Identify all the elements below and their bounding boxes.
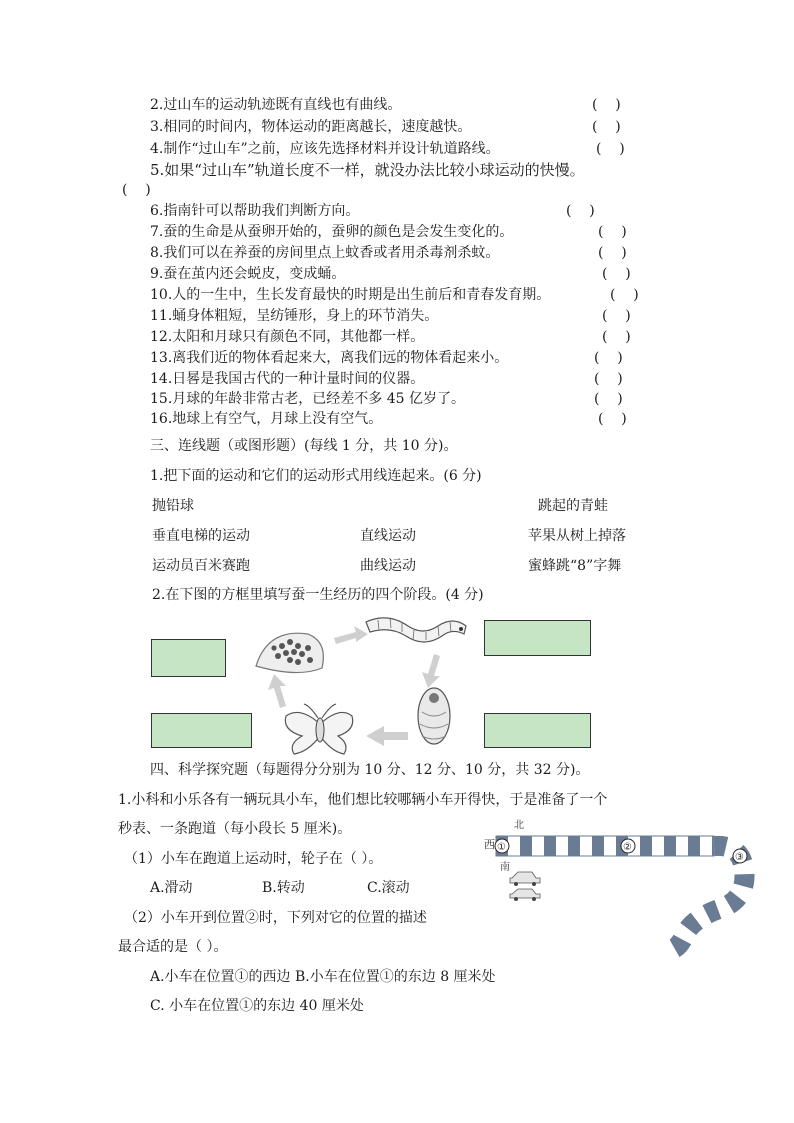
track-segment xyxy=(688,836,700,856)
track-segment xyxy=(640,836,652,856)
judgement-item: 3.相同的时间内，物体运动的距离越长，速度越快。 xyxy=(150,119,472,135)
marker-2 xyxy=(621,839,635,853)
answer-paren[interactable]: ( ) xyxy=(598,224,627,240)
match-right-item[interactable]: 苹果从树上掉落 xyxy=(528,528,626,544)
judgement-item: 8.我们可以在养蚕的房间里点上蚊香或者用杀毒剂杀蚊。 xyxy=(150,245,500,261)
arrow-icon xyxy=(422,654,440,688)
section-heading: 四、科学探究题（每题得分分别为 10 分、12 分、10 分，共 32 分)。 xyxy=(150,762,590,778)
option-line[interactable]: A.小车在位置①的西边 B.小车在位置①的东边 8 厘米处 xyxy=(150,969,496,985)
compass-north: 北 xyxy=(514,820,524,831)
judgement-item: 6.指南针可以帮助我们判断方向。 xyxy=(150,203,360,219)
car-icon xyxy=(510,889,540,901)
answer-paren[interactable]: ( ) xyxy=(596,141,625,157)
question-text: 秒表、一条跑道（每小段长 5 厘米)。 xyxy=(118,821,352,837)
silkworm-lifecycle-diagram xyxy=(248,608,478,758)
answer-paren[interactable]: ( ) xyxy=(566,203,595,219)
compass-west: 西 xyxy=(484,839,495,851)
match-left-item[interactable]: 运动员百米赛跑 xyxy=(152,558,250,574)
answer-paren[interactable]: ( ) xyxy=(594,391,623,407)
answer-paren[interactable]: ( ) xyxy=(602,308,631,324)
svg-text:①: ① xyxy=(497,842,506,853)
match-right-item[interactable]: 蜜蜂跳“8”字舞 xyxy=(528,558,622,574)
option-b[interactable]: B.转动 xyxy=(262,880,305,896)
sub-question: （2）小车开到位置②时，下列对它的位置的描述 xyxy=(124,910,427,926)
arrow-icon xyxy=(268,674,286,708)
question-text: 1.把下面的运动和它们的运动形式用线连起来。(6 分) xyxy=(150,468,482,484)
judgement-item: 7.蚕的生命是从蚕卵开始的，蚕卵的颜色是会发生变化的。 xyxy=(150,224,514,240)
track-curve xyxy=(668,846,745,950)
judgement-item: 10.人的一生中，生长发育最快的时期是出生前后和青春发育期。 xyxy=(150,287,551,303)
judgement-item: 13.离我们近的物体看起来大，离我们远的物体看起来小。 xyxy=(150,350,509,366)
match-mid-item[interactable]: 直线运动 xyxy=(360,528,416,544)
sub-question: （1）小车在跑道上运动时，轮子在（ ）。 xyxy=(124,851,383,867)
match-left-item[interactable]: 垂直电梯的运动 xyxy=(152,528,250,544)
section-heading: 三、连线题（或图形题）(每线 1 分，共 10 分)。 xyxy=(150,438,458,454)
match-right-item[interactable]: 跳起的青蛙 xyxy=(538,498,608,514)
compass-south: 南 xyxy=(500,862,510,873)
judgement-item: 14.日晷是我国古代的一种计量时间的仪器。 xyxy=(150,371,425,387)
marker-3 xyxy=(733,849,747,863)
judgement-item: 16.地球上有空气，月球上没有空气。 xyxy=(150,411,383,427)
eggs-icon xyxy=(256,633,323,672)
pupa-icon xyxy=(418,688,450,744)
judgement-item: 5.如果“过山车”轨道长度不一样，就没办法比较小球运动的快慢。 xyxy=(150,161,585,179)
arrow-icon xyxy=(366,726,408,746)
answer-paren[interactable]: ( ) xyxy=(592,97,621,113)
option-line[interactable]: C. 小车在位置①的东边 40 厘米处 xyxy=(150,998,364,1014)
answer-box-2[interactable] xyxy=(484,620,591,656)
answer-paren[interactable]: ( ) xyxy=(610,287,639,303)
track-straight xyxy=(496,836,724,856)
answer-paren[interactable]: ( ) xyxy=(594,350,623,366)
match-left-item[interactable]: 抛铅球 xyxy=(152,498,194,514)
moth-icon xyxy=(285,704,352,754)
marker-1 xyxy=(495,839,509,853)
track-map xyxy=(478,808,768,958)
judgement-item: 11.蛹身体粗短，呈纺锤形，身上的环节消失。 xyxy=(150,308,439,324)
question-text: 2.在下图的方框里填写蚕一生经历的四个阶段。(4 分) xyxy=(152,587,484,603)
svg-text:③: ③ xyxy=(735,852,744,863)
answer-box-3[interactable] xyxy=(151,713,252,748)
track-segment xyxy=(664,836,676,856)
judgement-item: 4.制作“过山车”之前，应该先选择材料并设计轨道路线。 xyxy=(150,141,500,157)
judgement-item: 9.蚕在茧内还会蜕皮，变成蛹。 xyxy=(150,266,346,282)
judgement-item: 12.太阳和月球只有颜色不同，其他都一样。 xyxy=(150,329,425,345)
answer-paren[interactable]: ( ) xyxy=(594,371,623,387)
track-segment xyxy=(520,836,532,856)
answer-paren[interactable]: ( ) xyxy=(602,329,631,345)
svg-text:②: ② xyxy=(623,842,632,853)
sub-question: 最合适的是（ ）。 xyxy=(118,939,228,955)
track-segment xyxy=(592,836,604,856)
option-a[interactable]: A.滑动 xyxy=(150,880,193,896)
answer-paren[interactable]: ( ) xyxy=(592,119,621,135)
car-icon xyxy=(510,872,540,886)
answer-paren[interactable]: ( ) xyxy=(598,411,627,427)
larva-icon xyxy=(366,618,466,642)
track-segment xyxy=(544,836,556,856)
answer-paren[interactable]: ( ) xyxy=(602,266,631,282)
judgement-item: 15.月球的年龄非常古老，已经差不多 45 亿岁了。 xyxy=(150,391,465,407)
answer-paren[interactable]: ( ) xyxy=(598,245,627,261)
judgement-item: 2.过山车的运动轨迹既有直线也有曲线。 xyxy=(150,97,402,113)
track-segment xyxy=(568,836,580,856)
option-c[interactable]: C.滚动 xyxy=(367,880,410,896)
answer-box-4[interactable] xyxy=(484,713,591,748)
arrow-icon xyxy=(334,626,368,644)
answer-box-1[interactable] xyxy=(151,639,226,677)
match-mid-item[interactable]: 曲线运动 xyxy=(360,558,416,574)
question-text: 1.小科和小乐各有一辆玩具小车，他们想比较哪辆小车开得快，于是准备了一个 xyxy=(118,792,608,808)
answer-paren[interactable]: ( ) xyxy=(122,182,151,198)
